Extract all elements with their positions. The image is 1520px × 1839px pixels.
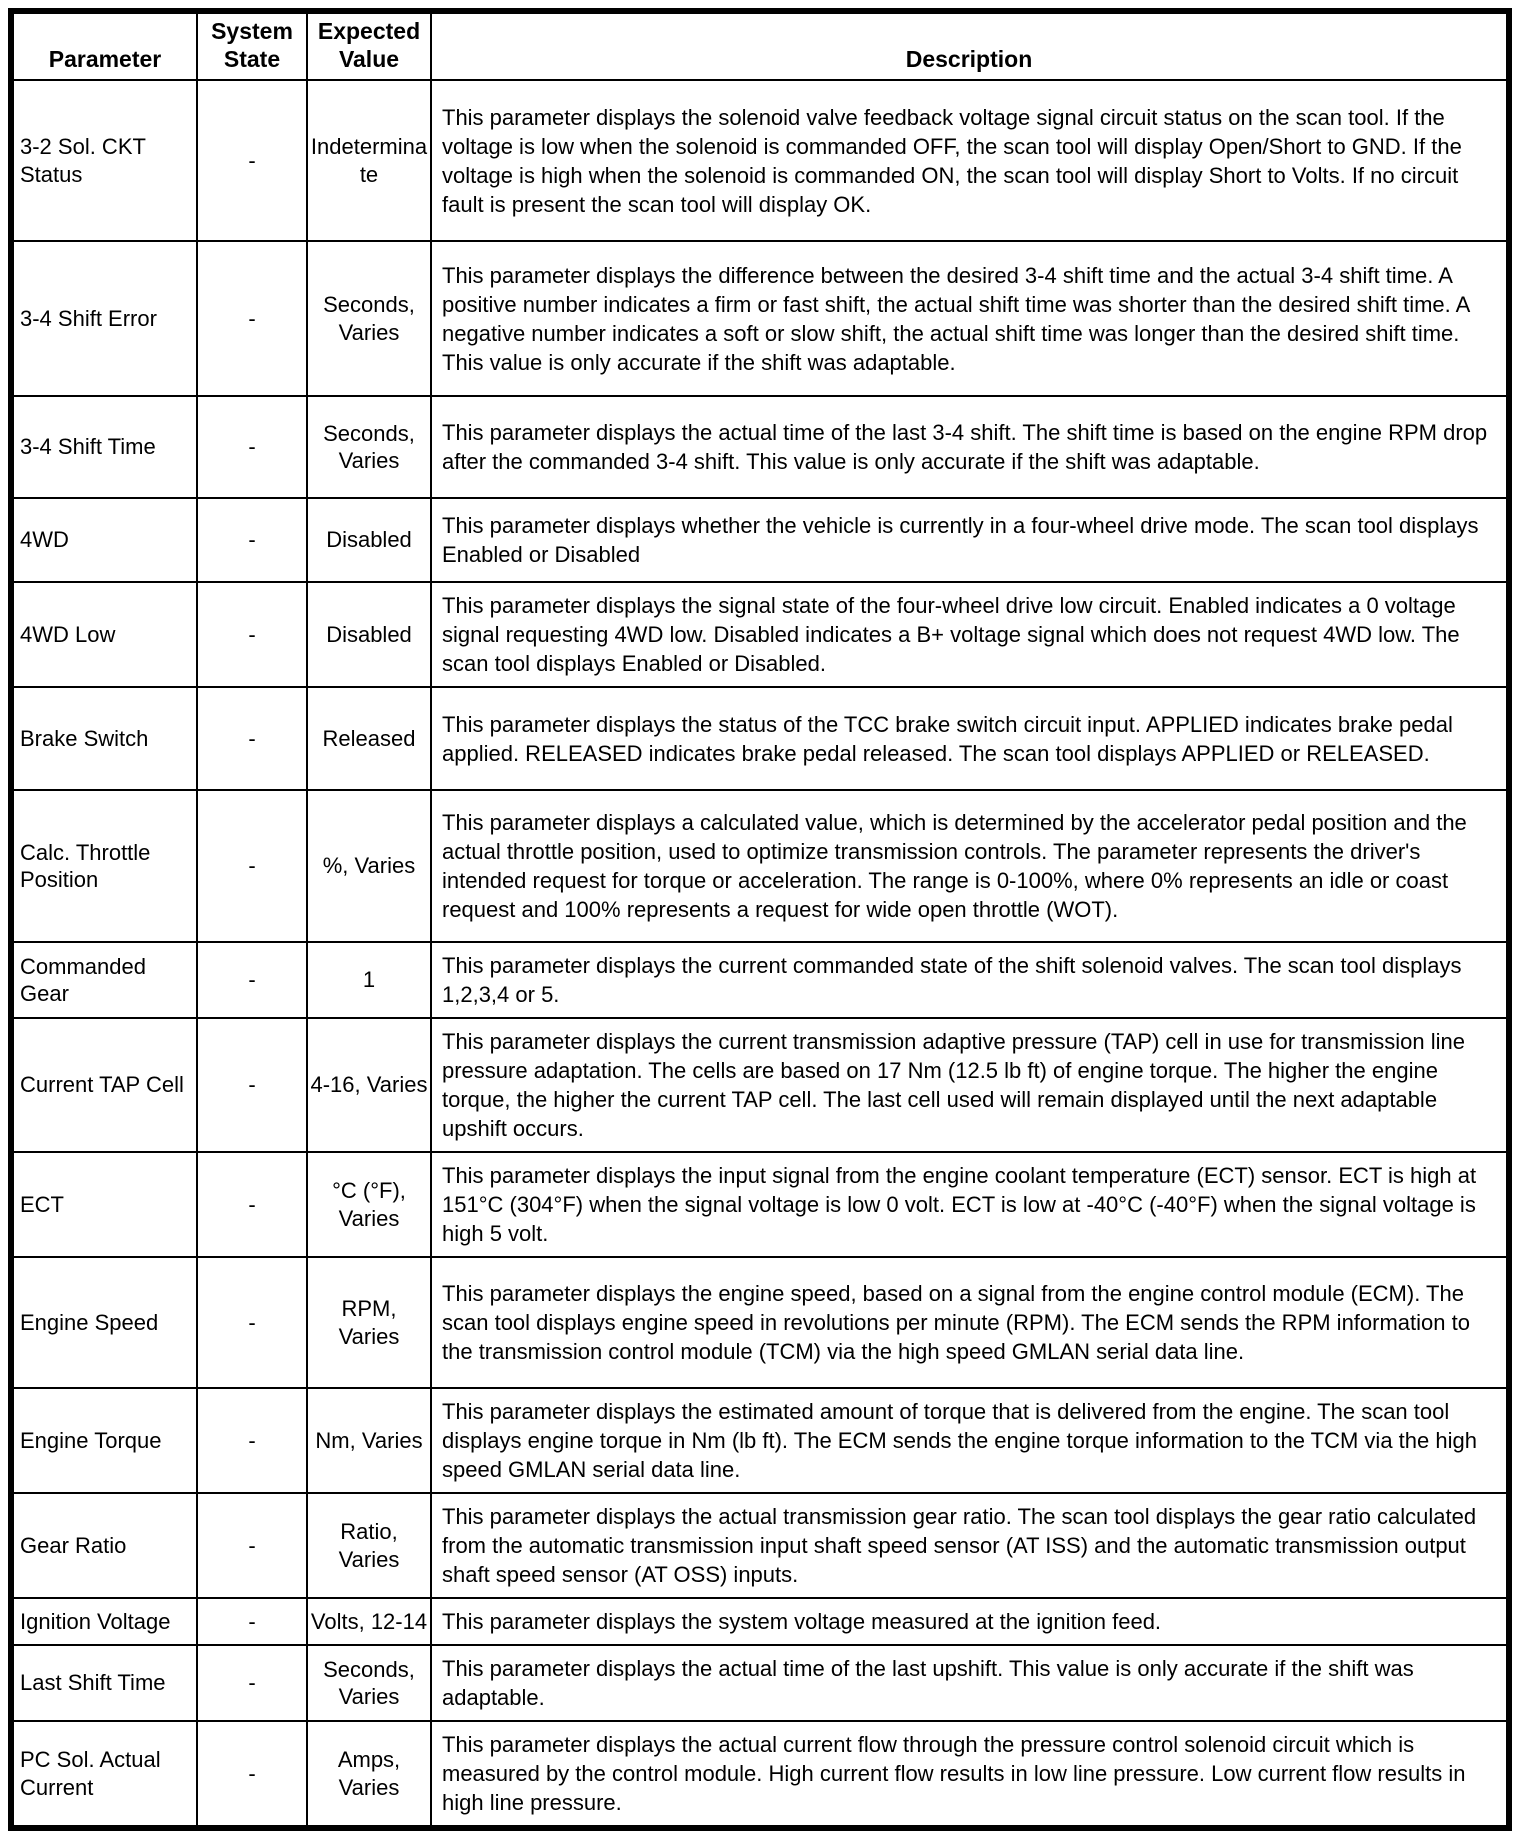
table-row [11,1257,1509,1388]
expected-value-cell: Seconds, Varies [307,396,431,498]
expected-value-cell: Volts, 12-14 [307,1598,431,1645]
table-row [11,1388,1509,1493]
system-state-cell: - [197,942,307,1018]
header-description: Description [431,11,1509,80]
expected-value-cell: °C (°F), Varies [307,1152,431,1257]
expected-value-cell: Amps, Varies [307,1721,431,1828]
parameter-cell: Last Shift Time [11,1645,197,1721]
system-state-cell: - [197,582,307,687]
description-cell: This parameter displays the status of the TCC brake switch circuit input. APPLIED indicates brake pedal applied. RELEASED indicates brake pedal released. The scan tool displays APPLIED or RELEASED. [431,687,1509,790]
expected-value-cell: Disabled [307,498,431,582]
table-body [11,80,1509,1828]
description-cell: This parameter displays the engine speed, based on a signal from the engine control module (ECM). The scan tool displays engine speed in revolutions per minute (RPM). The ECM sends the RPM information to the transmission control module (TCM) via the high speed GMLAN serial data line. [431,1257,1509,1388]
table-row [11,1721,1509,1828]
description-cell: This parameter displays the difference between the desired 3-4 shift time and the actual 3-4 shift time. A positive number indicates a firm or fast shift, the actual shift time was shorter than the desired shift time. A negative number indicates a soft or slow shift, the actual shift time was longer than the desired shift time. This value is only accurate if the shift was adaptable. [431,241,1509,396]
description-cell: This parameter displays the current transmission adaptive pressure (TAP) cell in use for transmission line pressure adaptation. The cells are based on 17 Nm (12.5 lb ft) of engine torque. The higher the engine torque, the higher the current TAP cell. The last cell used will remain displayed until the next adaptable upshift occurs. [431,1018,1509,1152]
table-row [11,1645,1509,1721]
table-row [11,1152,1509,1257]
system-state-cell: - [197,790,307,942]
description-cell: This parameter displays the actual current flow through the pressure control solenoid circuit which is measured by the control module. High current flow results in low line pressure. Low current flow results in high line pressure. [431,1721,1509,1828]
parameter-cell: Current TAP Cell [11,1018,197,1152]
parameter-cell: PC Sol. Actual Current [11,1721,197,1828]
system-state-cell: - [197,1018,307,1152]
expected-value-cell: Disabled [307,582,431,687]
parameter-cell: Ignition Voltage [11,1598,197,1645]
description-cell: This parameter displays whether the vehicle is currently in a four-wheel drive mode. The scan tool displays Enabled or Disabled [431,498,1509,582]
description-cell: This parameter displays the signal state of the four-wheel drive low circuit. Enabled indicates a 0 voltage signal requesting 4WD low. Disabled indicates a B+ voltage signal which does not request 4WD low. The scan tool displays Enabled or Disabled. [431,582,1509,687]
system-state-cell: - [197,498,307,582]
system-state-cell: - [197,1598,307,1645]
table-row [11,790,1509,942]
parameter-cell: Gear Ratio [11,1493,197,1598]
system-state-cell: - [197,396,307,498]
table-row [11,498,1509,582]
parameter-cell: 3-2 Sol. CKT Status [11,80,197,241]
table-row [11,1018,1509,1152]
expected-value-cell: Released [307,687,431,790]
parameter-cell: Engine Speed [11,1257,197,1388]
system-state-cell: - [197,687,307,790]
description-cell: This parameter displays a calculated value, which is determined by the accelerator pedal position and the actual throttle position, used to optimize transmission controls. The parameter represents the driver's intended request for torque or acceleration. The range is 0-100%, where 0% represents an idle or coast request and 100% represents a request for wide open throttle (WOT). [431,790,1509,942]
expected-value-cell: Ratio, Varies [307,1493,431,1598]
description-cell: This parameter displays the current commanded state of the shift solenoid valves. The scan tool displays 1,2,3,4 or 5. [431,942,1509,1018]
table-row [11,80,1509,241]
expected-value-cell: Indeterminate [307,80,431,241]
table-row [11,1598,1509,1645]
parameter-cell: Commanded Gear [11,942,197,1018]
system-state-cell: - [197,1721,307,1828]
description-cell: This parameter displays the actual time of the last 3-4 shift. The shift time is based on the engine RPM drop after the commanded 3-4 shift. This value is only accurate if the shift was adaptable. [431,396,1509,498]
expected-value-cell: 1 [307,942,431,1018]
description-cell: This parameter displays the actual transmission gear ratio. The scan tool displays the gear ratio calculated from the automatic transmission input shaft speed sensor (AT ISS) and the automatic transmission output shaft speed sensor (AT OSS) inputs. [431,1493,1509,1598]
expected-value-cell: RPM, Varies [307,1257,431,1388]
table-row [11,687,1509,790]
header-row [11,11,1509,80]
expected-value-cell: 4-16, Varies [307,1018,431,1152]
parameter-cell: 3-4 Shift Time [11,396,197,498]
parameter-cell: 4WD [11,498,197,582]
system-state-cell: - [197,1257,307,1388]
parameter-cell: 3-4 Shift Error [11,241,197,396]
table-row [11,396,1509,498]
description-cell: This parameter displays the actual time of the last upshift. This value is only accurate if the shift was adaptable. [431,1645,1509,1721]
system-state-cell: - [197,1388,307,1493]
system-state-cell: - [197,80,307,241]
expected-value-cell: Nm, Varies [307,1388,431,1493]
header-parameter: Parameter [11,11,197,80]
parameter-cell: ECT [11,1152,197,1257]
header-system-state: System State [197,11,307,80]
expected-value-cell: Seconds, Varies [307,241,431,396]
expected-value-cell: %, Varies [307,790,431,942]
description-cell: This parameter displays the solenoid valve feedback voltage signal circuit status on the scan tool. If the voltage is low when the solenoid is commanded OFF, the scan tool will display Open/Short to GND. If the voltage is high when the solenoid is commanded ON, the scan tool will display Short to Volts. If no circuit fault is present the scan tool will display OK. [431,80,1509,241]
system-state-cell: - [197,1645,307,1721]
scan-tool-parameter-table [8,8,1512,1831]
parameter-cell: 4WD Low [11,582,197,687]
table-row [11,1493,1509,1598]
system-state-cell: - [197,1152,307,1257]
description-cell: This parameter displays the estimated amount of torque that is delivered from the engine. The scan tool displays engine torque in Nm (lb ft). The ECM sends the engine torque information to the TCM via the high speed GMLAN serial data line. [431,1388,1509,1493]
header-expected-value: Expected Value [307,11,431,80]
system-state-cell: - [197,241,307,396]
expected-value-cell: Seconds, Varies [307,1645,431,1721]
table-row [11,582,1509,687]
description-cell: This parameter displays the input signal from the engine coolant temperature (ECT) sensor. ECT is high at 151°C (304°F) when the signal voltage is low 0 volt. ECT is low at -40°C (-40°F) when the signal voltage is high 5 volt. [431,1152,1509,1257]
description-cell: This parameter displays the system voltage measured at the ignition feed. [431,1598,1509,1645]
parameter-cell: Brake Switch [11,687,197,790]
parameter-cell: Engine Torque [11,1388,197,1493]
parameter-cell: Calc. Throttle Position [11,790,197,942]
table-row [11,241,1509,396]
table-row [11,942,1509,1018]
system-state-cell: - [197,1493,307,1598]
